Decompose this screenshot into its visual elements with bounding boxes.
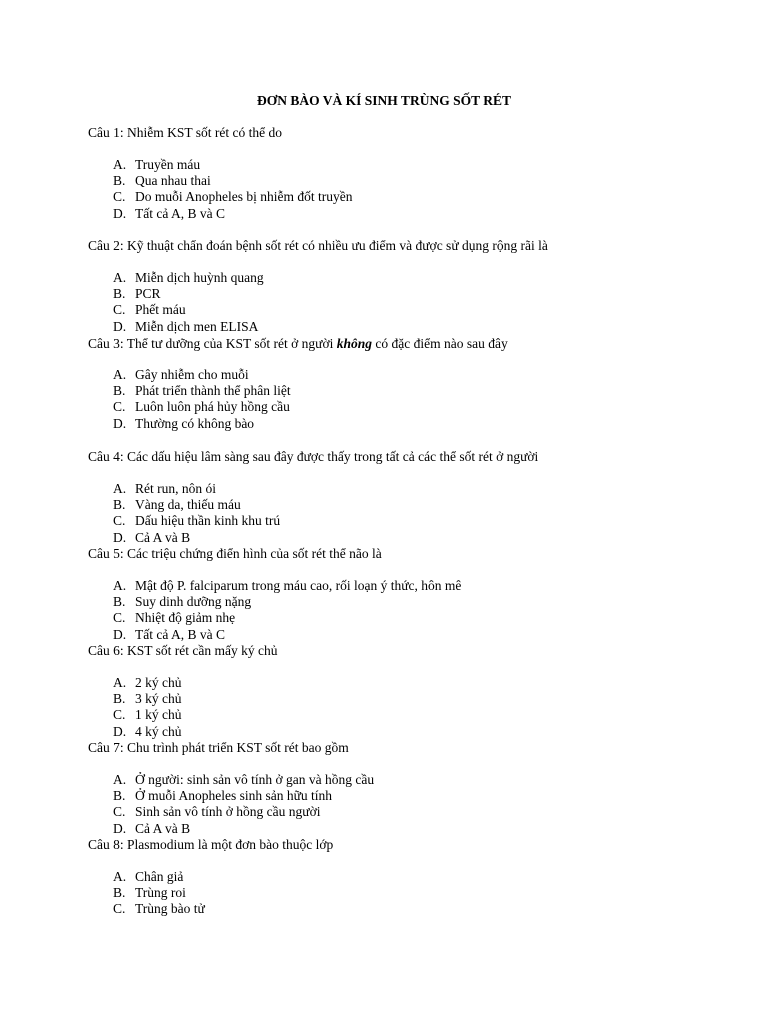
question-4-stem: Câu 4: Các dấu hiệu lâm sàng sau đây được thấy trong tất cả các thể sốt rét ở người xyxy=(88,449,539,464)
question-4-options xyxy=(113,481,280,546)
option-a: A. Rét run, nôn ói xyxy=(113,481,216,496)
option-d: D. Cả A và B xyxy=(113,529,191,545)
question-5-stem: Câu 5: Các triệu chứng điển hình của sốt rét thể não là xyxy=(88,546,382,561)
option-c: C. Nhiệt độ giảm nhẹ xyxy=(113,610,236,626)
option-a: A. Mật độ P. falciparum trong máu cao, rối loạn ý thức, hôn mê xyxy=(113,578,462,593)
option-a: A. Chân giả xyxy=(113,869,184,884)
question-2-options xyxy=(113,270,264,335)
option-c: C. Do muỗi Anopheles bị nhiễm đốt truyền xyxy=(113,189,353,205)
question-1-options xyxy=(113,157,352,222)
option-b: B. 3 ký chủ xyxy=(113,691,182,707)
option-a: A. Gây nhiễm cho muỗi xyxy=(113,367,249,382)
question-7-stem: Câu 7: Chu trình phát triển KST sốt rét bao gồm xyxy=(88,740,349,755)
emphasis-khong: không xyxy=(336,336,373,351)
question-6-stem: Câu 6: KST sốt rét cần mấy ký chủ xyxy=(88,643,278,658)
question-1-stem: Câu 1: Nhiễm KST sốt rét có thể do xyxy=(88,125,282,140)
question-6-options xyxy=(113,675,182,740)
option-c: C. Sinh sản vô tính ở hồng cầu người xyxy=(113,804,321,820)
question-7-options xyxy=(113,772,374,837)
document-title: ĐƠN BÀO VÀ KÍ SINH TRÙNG SỐT RÉT xyxy=(257,93,511,108)
option-a: A. Truyền máu xyxy=(113,157,201,172)
question-3-stem: Câu 3: Thể tư dưỡng của KST sốt rét ở người không có đặc điểm nào sau đây xyxy=(88,336,508,351)
option-b: B. Trùng roi xyxy=(113,885,186,901)
option-b: B. Ở muỗi Anopheles sinh sản hữu tính xyxy=(113,788,333,804)
option-c: C. Dấu hiệu thần kinh khu trú xyxy=(113,513,281,529)
question-5-options xyxy=(113,578,461,643)
question-8-options xyxy=(113,869,205,918)
option-c: C. Luôn luôn phá hủy hồng cầu xyxy=(113,399,290,415)
option-d: D. Thường có không bào xyxy=(113,415,255,431)
option-d: D. Tất cả A, B và C xyxy=(113,626,225,642)
option-a: A. Miễn dịch huỳnh quang xyxy=(113,270,264,285)
option-d: D. Tất cả A, B và C xyxy=(113,205,225,221)
option-d: D. 4 ký chủ xyxy=(113,723,182,739)
question-2-stem: Câu 2: Kỹ thuật chẩn đoán bệnh sốt rét có nhiều ưu điểm và được sử dụng rộng rãi là xyxy=(88,238,548,253)
option-c: C. 1 ký chủ xyxy=(113,707,182,723)
option-d: D. Miễn dịch men ELISA xyxy=(113,318,259,334)
option-c: C. Trùng bào tử xyxy=(113,901,205,917)
option-b: B. Suy dinh dưỡng nặng xyxy=(113,594,252,610)
question-8-stem: Câu 8: Plasmodium là một đơn bào thuộc lớp xyxy=(88,837,334,852)
option-b: B. PCR xyxy=(113,286,161,302)
option-a: A. 2 ký chủ xyxy=(113,675,182,690)
question-3-options xyxy=(113,367,291,432)
option-c: C. Phết máu xyxy=(113,302,186,318)
option-d: D. Cả A và B xyxy=(113,820,191,836)
option-b: B. Vàng da, thiếu máu xyxy=(113,497,241,513)
option-a: A. Ở người: sinh sản vô tính ở gan và hồng cầu xyxy=(113,772,375,787)
option-b: B. Phát triển thành thể phân liệt xyxy=(113,383,291,399)
option-b: B. Qua nhau thai xyxy=(113,173,211,189)
